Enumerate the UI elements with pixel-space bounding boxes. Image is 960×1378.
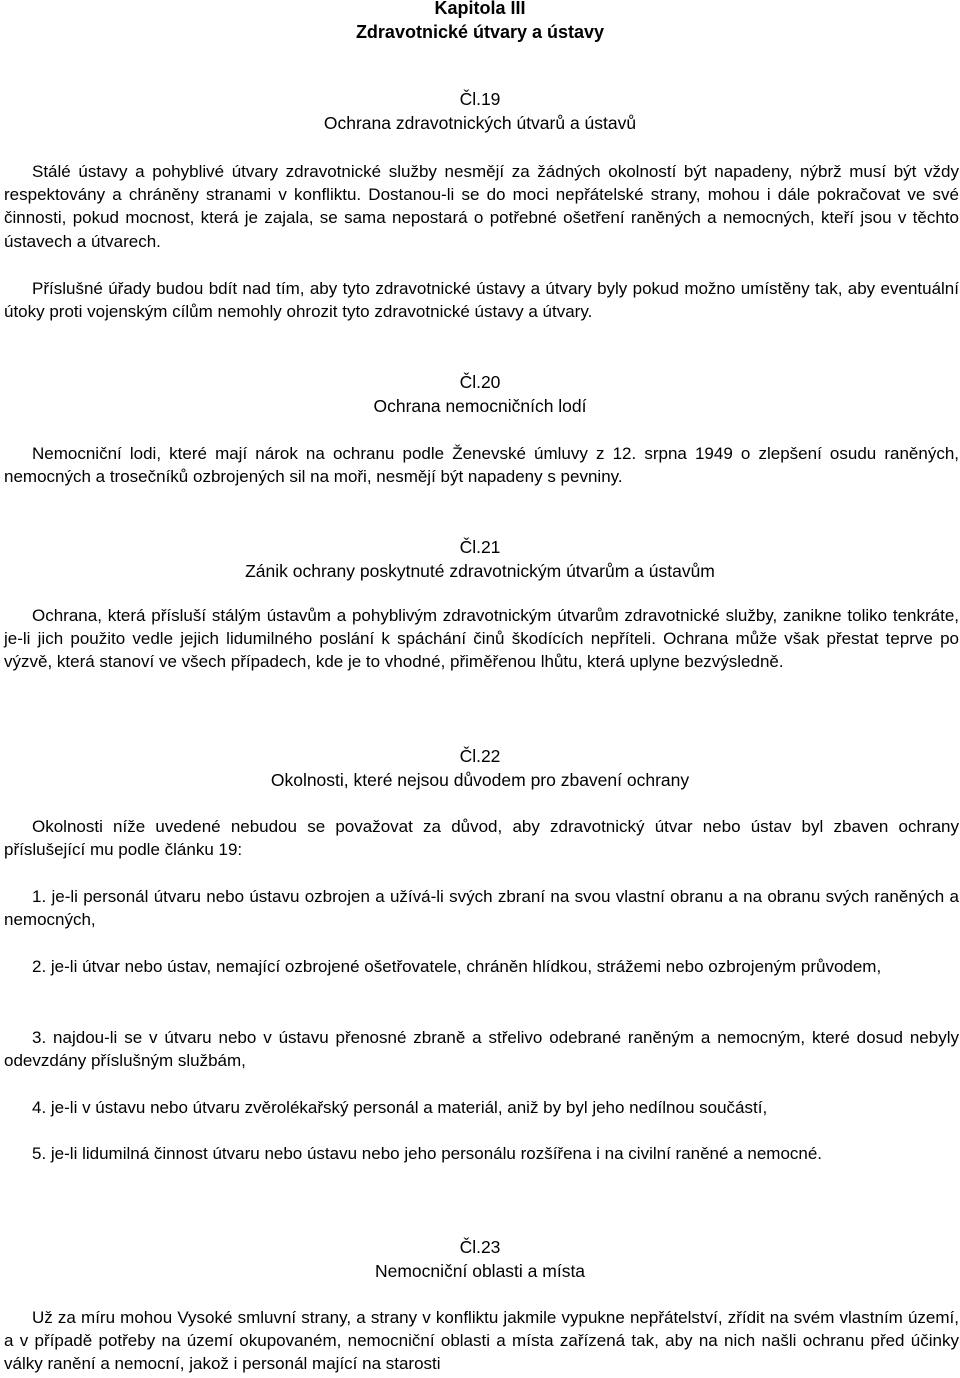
chapter-label: Kapitola III	[434, 0, 526, 18]
article-19-paragraph-2: Příslušné úřady budou bdít nad tím, aby tyto zdravotnické ústavy a útvary byly pokud možno umístěny tak, aby eventuální útoky proti vojenským cílům nemohly ohrozit tyto zdravotnické ústavy a útvary.	[4, 279, 959, 322]
chapter-title: Zdravotnické útvary a ústavy	[355, 21, 605, 42]
article-19-paragraph-1: Stálé ústavy a pohyblivé útvary zdravotnické služby nesmějí za žádných okolností být napadeny, nýbrž musí být vždy respektovány a chráněny stranami v konfliktu. Dostanou-li se do moci nepřátelské strany, mohou i dále pokračovat ve své činnosti, pokud mocnost, která je zajala, se sama nepostará o potřebné ošetření raněných a nemocných, kteří jsou v těchto ústavech a útvarech.	[4, 162, 959, 251]
article-21-heading	[0, 536, 960, 583]
list-item: 5. je-li lidumilná činnost útvaru nebo ústavu nebo jeho personálu rozšířena i na civilní raněné a nemocné.	[32, 1144, 823, 1163]
article-20-heading	[0, 371, 960, 418]
article-19-heading	[0, 88, 960, 135]
article-21-paragraph-1: Ochrana, která přísluší stálým ústavům a pohyblivým zdravotnickým útvarům zdravotnické služby, zanikne toliko tenkráte, je-li jich použito vedle jejich lidumilného poslání k spáchání činů škodících nepříteli. Ochrana může však přestat teprve po výzvě, která stanoví ve všech případech, kde je to vhodné, přiměřenou lhůtu, která uplyne bezvýsledně.	[4, 606, 959, 672]
article-title: Zánik ochrany poskytnuté zdravotnickým útvarům a ústavům	[245, 560, 715, 581]
article-title: Nemocniční oblasti a místa	[374, 1260, 586, 1281]
article-number: Čl.23	[459, 1237, 501, 1257]
article-20-paragraph-1: Nemocniční lodi, které mají nárok na ochranu podle Ženevské úmluvy z 12. srpna 1949 o zlepšení osudu raněných, nemocných a trosečníků ozbrojených sil na moři, nesmějí být napadeny s pevniny.	[4, 444, 959, 487]
chapter-header	[0, 0, 960, 44]
article-23-paragraph-1: Už za míru mohou Vysoké smluvní strany, a strany v konfliktu jakmile vypukne nepřátelství, zřídit na svém vlastním území, a v případě potřeby na území okupovaném, nemocniční oblasti a místa zařízená tak, aby na nich našli ochranu před účinky války ranění a nemocní, jakož i personál mající na starosti	[4, 1308, 959, 1374]
list-item: 2. je-li útvar nebo ústav, nemající ozbrojené ošetřovatele, chráněn hlídkou, strážemi nebo ozbrojeným průvodem,	[32, 957, 882, 976]
list-item: 4. je-li v ústavu nebo útvaru zvěrolékařský personál a materiál, aniž by byl jeho nedílnou součástí,	[32, 1098, 768, 1117]
list-item: 3. najdou-li se v útvaru nebo v ústavu přenosné zbraně a střelivo odebrané raněným a nemocným, které dosud nebyly odevzdány příslušným službám,	[4, 1028, 959, 1071]
article-number: Čl.22	[459, 746, 501, 766]
article-title: Okolnosti, které nejsou důvodem pro zbavení ochrany	[270, 769, 690, 790]
article-number: Čl.19	[459, 89, 501, 109]
list-item: 1. je-li personál útvaru nebo ústavu ozbrojen a užívá-li svých zbraní na svou vlastní obranu a na obranu svých raněných a nemocných,	[4, 887, 959, 930]
article-number: Čl.21	[459, 537, 501, 557]
article-title: Ochrana zdravotnických útvarů a ústavů	[323, 112, 637, 133]
article-22-heading	[0, 745, 960, 792]
article-number: Čl.20	[459, 372, 501, 392]
article-22-intro: Okolnosti níže uvedené nebudou se považovat za důvod, aby zdravotnický útvar nebo ústav byl zbaven ochrany příslušející mu podle článku 19:	[4, 817, 959, 860]
article-title: Ochrana nemocničních lodí	[373, 395, 587, 416]
article-23-heading	[0, 1236, 960, 1283]
